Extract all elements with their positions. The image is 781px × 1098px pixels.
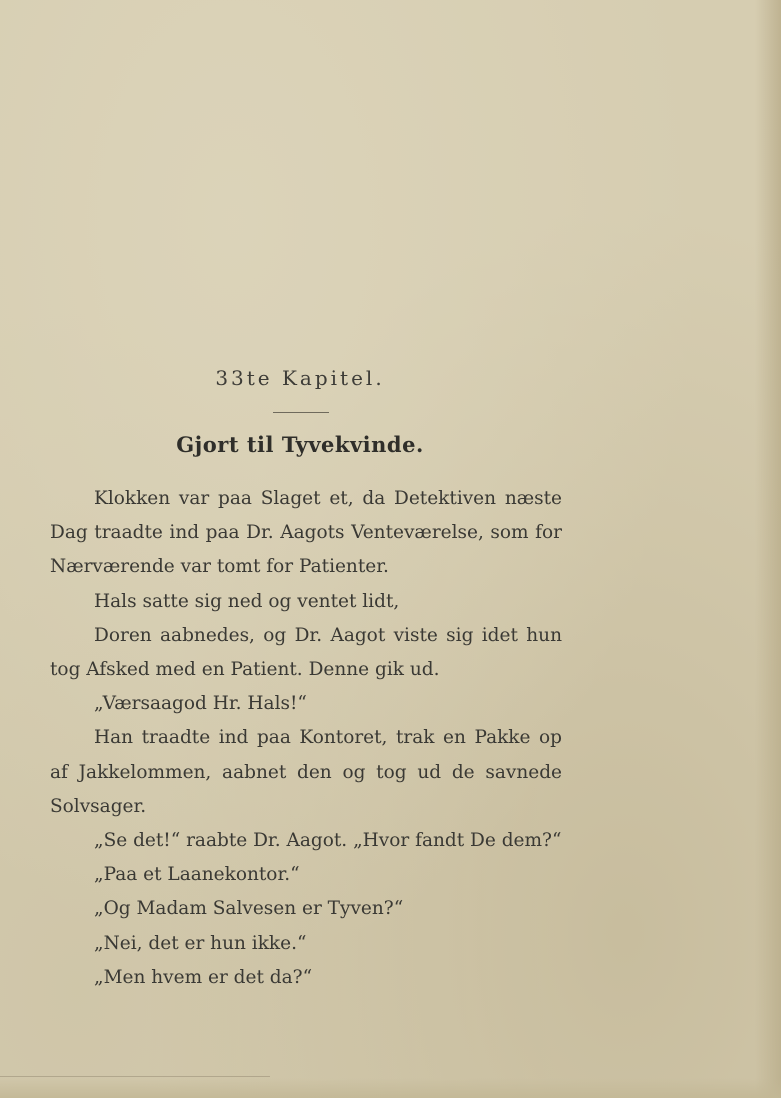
page-edge-shadow	[755, 0, 781, 1098]
page-bottom-edge	[0, 1078, 781, 1098]
body-text	[50, 482, 562, 995]
paragraph-4: „Værsaagod Hr. Hals!“	[94, 693, 307, 715]
paragraph-3: Doren aabnedes, og Dr. Aagot viste sig idet hun tog Afsked med en Patient. Denne gik ud.	[50, 624, 562, 681]
page-fold-line	[0, 1076, 270, 1077]
chapter-heading: 33te Kapitel.	[215, 366, 385, 390]
paragraph-2: Hals satte sig ned og ventet lidt,	[94, 590, 400, 612]
paragraph-9: „Nei, det er hun ikke.“	[94, 932, 307, 954]
paragraph-1: Klokken var paa Slaget et, da Detektiven næste Dag traadte ind paa Dr. Aagots Venteværelse, som for Nærværende var tomt for Patienter.	[50, 488, 562, 578]
paragraph-10: „Men hvem er det da?“	[94, 966, 313, 988]
heading-divider	[273, 412, 329, 413]
paragraph-6: „Se det!“ raabte Dr. Aagot. „Hvor fandt De dem?“	[94, 830, 562, 852]
paragraph-7: „Paa et Laanekontor.“	[94, 864, 300, 886]
chapter-title: Gjort til Tyvekvinde.	[176, 432, 424, 457]
paragraph-5: Han traadte ind paa Kontoret, trak en Pakke op af Jakkelommen, aabnet den og tog ud de savnede Solvsager.	[50, 727, 562, 817]
paragraph-8: „Og Madam Salvesen er Tyven?“	[94, 898, 404, 920]
